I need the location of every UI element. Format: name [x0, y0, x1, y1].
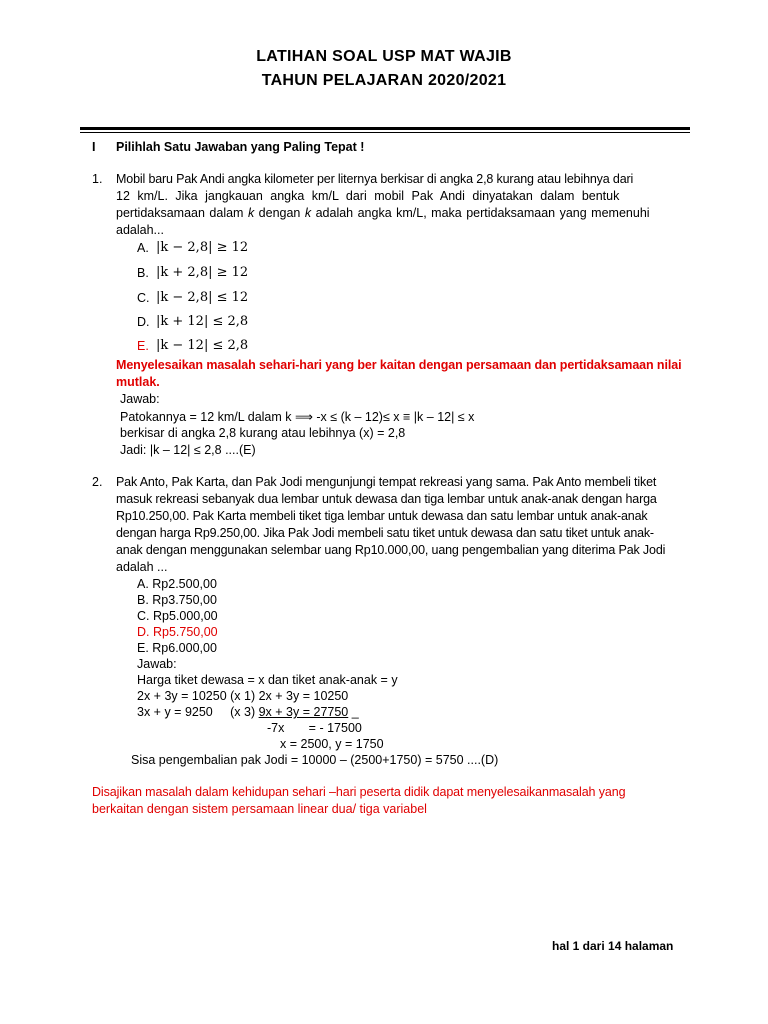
question-1-number: 1.	[92, 172, 103, 186]
q1-option-a-letter: A.	[137, 241, 149, 255]
question-2-line-2: masuk rekreasi sebanyak dua lembar untuk dewasa dan tiga lembar untuk anak-anak dengan harga	[116, 492, 657, 506]
question-1-line-3: pertidaksamaan dalam k dengan k adalah angka km/L, maka pertidaksamaan yang memenuhi	[116, 206, 650, 220]
question-1-line-2: 12 km/L. Jika jangkauan angka km/L dari mobil Pak Andi dinyatakan dalam bentuk	[116, 189, 620, 203]
question-2-line-6: adalah ...	[116, 560, 168, 574]
q1-option-c-expr: |k − 2,8| ≤ 12	[156, 290, 249, 305]
question-2-line-5: anak dengan menggunakan selembar uang Rp10.000,00, uang pengembalian yang diterima Pak Jodi	[116, 543, 666, 557]
q2-work-line-4: -7x = - 17500	[267, 721, 362, 735]
q2-option-b: B. Rp3.750,00	[137, 593, 217, 607]
section-number: I	[92, 140, 96, 154]
q1-indicator-line-1: Menyelesaikan masalah sehari-hari yang ber kaitan dengan persamaan dan pertidaksamaan nilai	[116, 358, 682, 372]
q1-answer-line-3: Jadi: |k – 12| ≤ 2,8 ....(E)	[120, 443, 256, 457]
question-2-line-3: Rp10.250,00. Pak Karta membeli tiket tiga lembar untuk dewasa dan satu lembar untuk anak-anak	[116, 509, 648, 523]
q1-option-c-letter: C.	[137, 291, 150, 305]
section-instruction: Pilihlah Satu Jawaban yang Paling Tepat !	[116, 140, 365, 154]
q1-option-b-letter: B.	[137, 266, 149, 280]
q1-answer-line-1: Patokannya = 12 km/L dalam k ⟹ -x ≤ (k – 12)≤ x ≡ |k – 12| ≤ x	[120, 410, 475, 424]
q1-answer-label: Jawab:	[120, 392, 160, 406]
q1-option-e-letter: E.	[137, 339, 149, 353]
question-2-number: 2.	[92, 475, 103, 489]
document-title: LATIHAN SOAL USP MAT WAJIB	[256, 48, 512, 65]
question-2-line-1: Pak Anto, Pak Karta, dan Pak Jodi mengunjungi tempat rekreasi yang sama. Pak Anto membeli tiket	[116, 475, 657, 489]
q2-work-line-5: x = 2500, y = 1750	[280, 737, 384, 751]
q2-option-c: C. Rp5.000,00	[137, 609, 218, 623]
q2-indicator-line-1: Disajikan masalah dalam kehidupan sehari –hari peserta didik dapat menyelesaikanmasalah yang	[92, 785, 626, 799]
q1-option-d-expr: |k + 12| ≤ 2,8	[156, 314, 249, 329]
q1-option-b-expr: |k + 2,8| ≥ 12	[156, 265, 249, 280]
header-divider-thin	[80, 132, 690, 133]
q2-option-e: E. Rp6.000,00	[137, 641, 217, 655]
q2-option-a: A. Rp2.500,00	[137, 577, 217, 591]
q2-work-line-1: Harga tiket dewasa = x dan tiket anak-anak = y	[137, 673, 398, 687]
page-number-footer: hal 1 dari 14 halaman	[552, 939, 674, 953]
q1-answer-line-2: berkisar di angka 2,8 kurang atau lebihnya (x) = 2,8	[120, 426, 406, 440]
q2-indicator-line-2: berkaitan dengan sistem persamaan linear dua/ tiga variabel	[92, 802, 427, 816]
q2-work-line-6: Sisa pengembalian pak Jodi = 10000 – (2500+1750) = 5750 ....(D)	[131, 753, 499, 767]
q2-answer-label: Jawab:	[137, 657, 177, 671]
question-2-line-4: dengan harga Rp9.250,00. Jika Pak Jodi membeli satu tiket untuk dewasa dan satu tiket untuk anak-	[116, 526, 654, 540]
question-1-line-4: adalah...	[116, 223, 164, 237]
question-1-line-1: Mobil baru Pak Andi angka kilometer per liternya berkisar di angka 2,8 kurang atau lebihnya dari	[116, 172, 634, 186]
q2-option-d: D. Rp5.750,00	[137, 625, 218, 639]
q1-option-a-expr: |k − 2,8| ≥ 12	[156, 240, 249, 255]
q2-work-line-2: 2x + 3y = 10250 (x 1) 2x + 3y = 10250	[137, 689, 349, 703]
q1-option-d-letter: D.	[137, 315, 150, 329]
q2-work-line-3: 3x + y = 9250 (x 3) 9x + 3y = 27750 _	[137, 705, 359, 719]
header-divider-thick	[80, 127, 690, 130]
q1-option-e-expr: |k − 12| ≤ 2,8	[156, 338, 249, 353]
document-subtitle: TAHUN PELAJARAN 2020/2021	[261, 72, 507, 89]
q1-indicator-line-2: mutlak.	[116, 375, 160, 389]
